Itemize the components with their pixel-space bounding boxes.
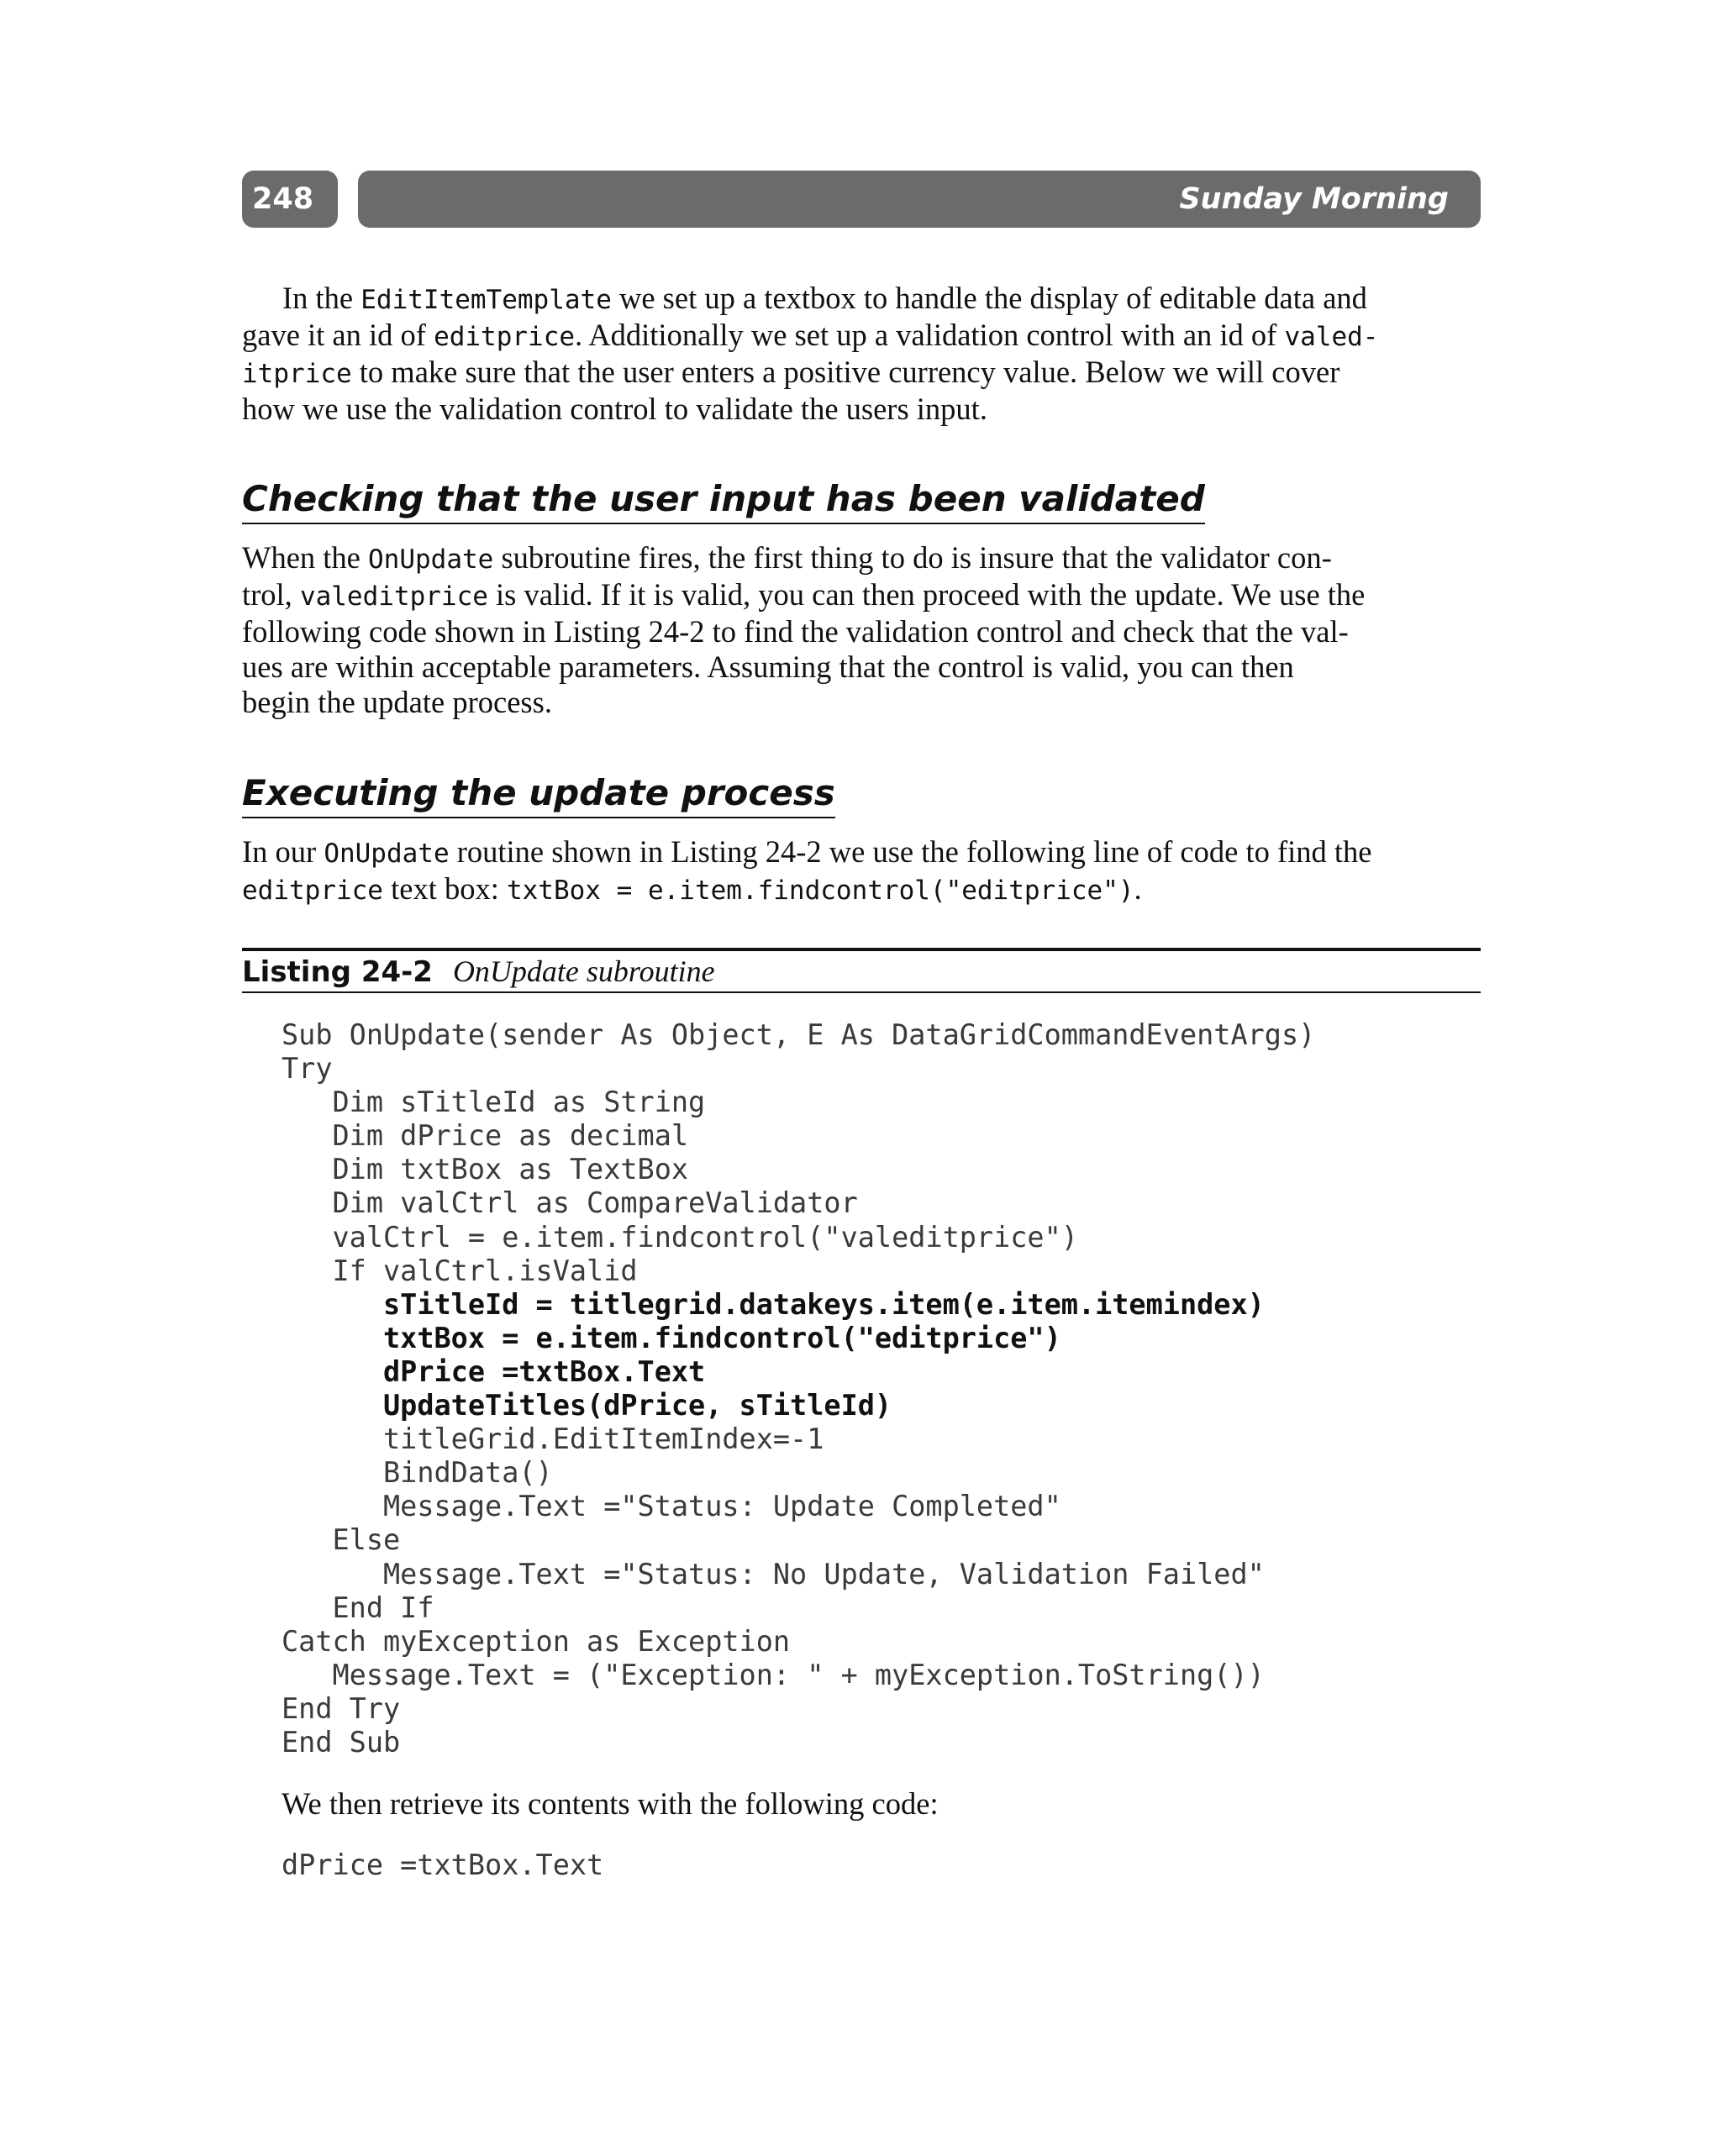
code-line: Message.Text = ("Exception: " + myException.ToString()) (282, 1658, 1265, 1691)
code-line: Try (282, 1052, 333, 1086)
section-heading-update: Executing the update process (242, 771, 835, 818)
code-line-highlighted: sTitleId = titlegrid.datakeys.item(e.item.itemindex) (282, 1287, 1265, 1321)
closing-paragraph (282, 1786, 1458, 1822)
intro-paragraph (242, 281, 1481, 427)
update-paragraph (242, 834, 1481, 908)
code-line: Catch myException as Exception (282, 1624, 791, 1658)
code-listing (282, 1018, 1315, 1759)
validation-line-3: following code shown in Listing 24-2 to find the validation control and check that the val- (242, 614, 1349, 649)
code-line-highlighted: UpdateTitles(dPrice, sTitleId) (282, 1389, 892, 1422)
code-line: BindData() (282, 1456, 553, 1490)
code-line: Dim dPrice as decimal (282, 1119, 689, 1153)
code-line: Message.Text ="Status: No Update, Validation Failed" (282, 1557, 1265, 1591)
page-header (242, 171, 1481, 228)
code-line: End Try (282, 1691, 401, 1725)
closing-text: We then retrieve its contents with the following code: (282, 1786, 939, 1821)
code-line: valCtrl = e.item.findcontrol("valeditprice") (282, 1220, 1078, 1254)
code-line: Message.Text ="Status: Update Completed" (282, 1490, 1061, 1523)
running-head: Sunday Morning (358, 171, 1481, 228)
update-line-1: In our OnUpdate routine shown in Listing 24-2 we use the following line of code to find the (242, 834, 1372, 869)
code-line: End Sub (282, 1725, 401, 1759)
closing-code: dPrice =txtBox.Text (282, 1848, 604, 1881)
listing-caption: OnUpdate subroutine (452, 954, 715, 988)
listing-header (242, 948, 1481, 993)
validation-paragraph (242, 540, 1481, 720)
page-number: 248 (242, 171, 338, 228)
code-line: Dim valCtrl as CompareValidator (282, 1186, 858, 1220)
intro-line-2: gave it an id of editprice. Additionally we set up a validation control with an id of valed- (242, 318, 1379, 352)
code-line: Dim txtBox as TextBox (282, 1153, 689, 1186)
code-line: Sub OnUpdate(sender As Object, E As DataGridCommandEventArgs) (282, 1018, 1316, 1051)
code-line: If valCtrl.isValid (282, 1254, 638, 1287)
intro-line-1: In the EditItemTemplate we set up a textbox to handle the display of editable data and (282, 281, 1367, 315)
validation-line-5: begin the update process. (242, 685, 552, 719)
listing-label: Listing 24-2 (242, 955, 433, 989)
code-line: Else (282, 1523, 401, 1557)
validation-line-1: When the OnUpdate subroutine fires, the first thing to do is insure that the validator con- (242, 540, 1332, 575)
validation-line-4: ues are within acceptable parameters. Assuming that the control is valid, you can then (242, 649, 1294, 684)
section-heading-validation: Checking that the user input has been validated (242, 477, 1205, 524)
update-line-2: editprice text box: txtBox = e.item.findcontrol("editprice"). (242, 871, 1142, 906)
validation-line-2: trol, valeditprice is valid. If it is valid, you can then proceed with the update. We use the (242, 577, 1366, 612)
code-line: titleGrid.EditItemIndex=-1 (282, 1422, 824, 1456)
code-line-highlighted: dPrice =txtBox.Text (282, 1354, 706, 1388)
code-line: End If (282, 1591, 434, 1624)
code-line-highlighted: txtBox = e.item.findcontrol("editprice") (282, 1321, 1061, 1354)
intro-line-3: itprice to make sure that the user enters a positive currency value. Below we will cover (242, 355, 1340, 389)
code-line: Dim sTitleId as String (282, 1086, 706, 1119)
intro-line-4: how we use the validation control to validate the users input. (242, 392, 987, 426)
